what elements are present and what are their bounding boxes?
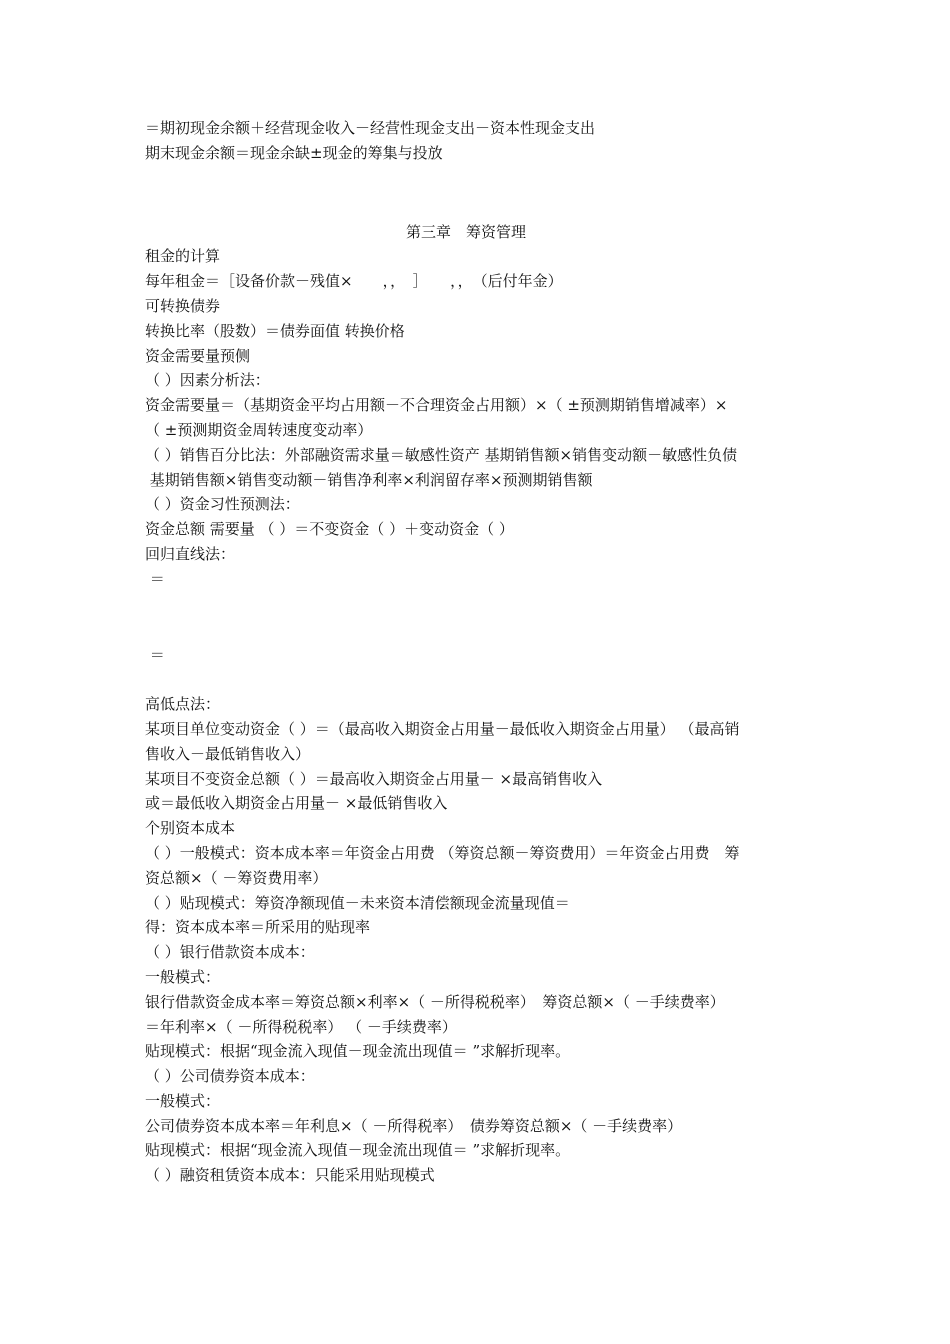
text-line: （ ±预测期资金周转速度变动率） bbox=[145, 420, 373, 439]
spacer bbox=[145, 667, 815, 692]
text-line: 资金需要量＝（基期资金平均占用额－不合理资金占用额）×（ ±预测期销售增减率）× bbox=[145, 396, 728, 415]
text-line: 回归直线法： bbox=[145, 544, 236, 563]
text-line: （ ）资金习性预测法： bbox=[145, 495, 300, 514]
text-line: 或＝最低收入期资金占用量－ ×最低销售收入 bbox=[145, 794, 448, 813]
spacer bbox=[145, 166, 815, 220]
text-line: （ ）融资租赁资本成本：只能采用贴现模式 bbox=[145, 1166, 435, 1185]
text-line: 高低点法： bbox=[145, 695, 221, 714]
text-line: 基期销售额×销售变动额－销售净利率×利润留存率×预测期销售额 bbox=[145, 470, 593, 489]
text-line: 银行借款资金成本率＝筹资总额×利率×（ －所得税税率） 筹资总额×（ －手续费率） bbox=[145, 992, 725, 1011]
text-line: 每年租金＝［设备价款－残值× ，， ］ ，， （后付年金） bbox=[145, 272, 563, 291]
text-line: 贴现模式：根据“现金流入现值－现金流出现值＝ ”求解折现率。 bbox=[145, 1141, 571, 1160]
text-line: 贴现模式：根据“现金流入现值－现金流出现值＝ ”求解折现率。 bbox=[145, 1042, 571, 1061]
text-line: 一般模式： bbox=[145, 1091, 221, 1110]
text-line: 售收入－最低销售收入） bbox=[145, 744, 311, 763]
equation-line: ＝ bbox=[145, 569, 165, 588]
text-line: （ ）银行借款资本成本： bbox=[145, 943, 315, 962]
text-line: 资金总额 需要量 （ ）＝不变资金（ ）＋变动资金（ ） bbox=[145, 520, 514, 539]
cash-budget-formula-line: ＝期初现金余额＋经营现金收入－经营性现金支出－资本性现金支出 bbox=[145, 119, 596, 137]
text-line: 一般模式： bbox=[145, 967, 221, 986]
document-page bbox=[145, 116, 815, 1188]
text-line: 某项目单位变动资金（ ）＝（最高收入期资金占用量－最低收入期资金占用量） （最高销 bbox=[145, 719, 740, 738]
text-line: （ ）因素分析法： bbox=[145, 371, 270, 390]
text-line: 某项目不变资金总额（ ）＝最高收入期资金占用量－ ×最高销售收入 bbox=[145, 769, 603, 788]
equation-line: ＝ bbox=[145, 645, 165, 664]
spacer bbox=[145, 592, 815, 643]
text-line: 得：资本成本率＝所采用的贴现率 bbox=[145, 918, 371, 937]
ending-cash-formula-line: 期末现金余额＝现金余缺±现金的筹集与投放 bbox=[145, 143, 443, 162]
text-line: （ ）销售百分比法：外部融资需求量＝敏感性资产 基期销售额×销售变动额－敏感性负债 bbox=[145, 445, 738, 464]
text-line: 个别资本成本 bbox=[145, 819, 236, 838]
text-line: 租金的计算 bbox=[145, 247, 221, 266]
chapter-title: 第三章 筹资管理 bbox=[405, 222, 526, 241]
text-line: （ ）一般模式：资本成本率＝年资金占用费 （筹资总额－筹资费用）＝年资金占用费 筹 bbox=[145, 843, 740, 862]
text-line: 可转换债券 bbox=[145, 296, 221, 315]
text-line: ＝年利率×（ －所得税税率） （ －手续费率） bbox=[145, 1017, 457, 1036]
text-line: 公司债券资本成本率＝年利息×（ －所得税率） 债券筹资总额×（ －手续费率） bbox=[145, 1116, 683, 1135]
text-line: 转换比率（股数）＝债券面值 转换价格 bbox=[145, 321, 405, 340]
text-line: 资总额×（ －筹资费用率） bbox=[145, 868, 328, 887]
text-line: （ ）贴现模式：筹资净额现值－未来资本清偿额现金流量现值＝ bbox=[145, 893, 570, 912]
text-line: （ ）公司债券资本成本： bbox=[145, 1067, 315, 1086]
text-line: 资金需要量预侧 bbox=[145, 346, 251, 365]
